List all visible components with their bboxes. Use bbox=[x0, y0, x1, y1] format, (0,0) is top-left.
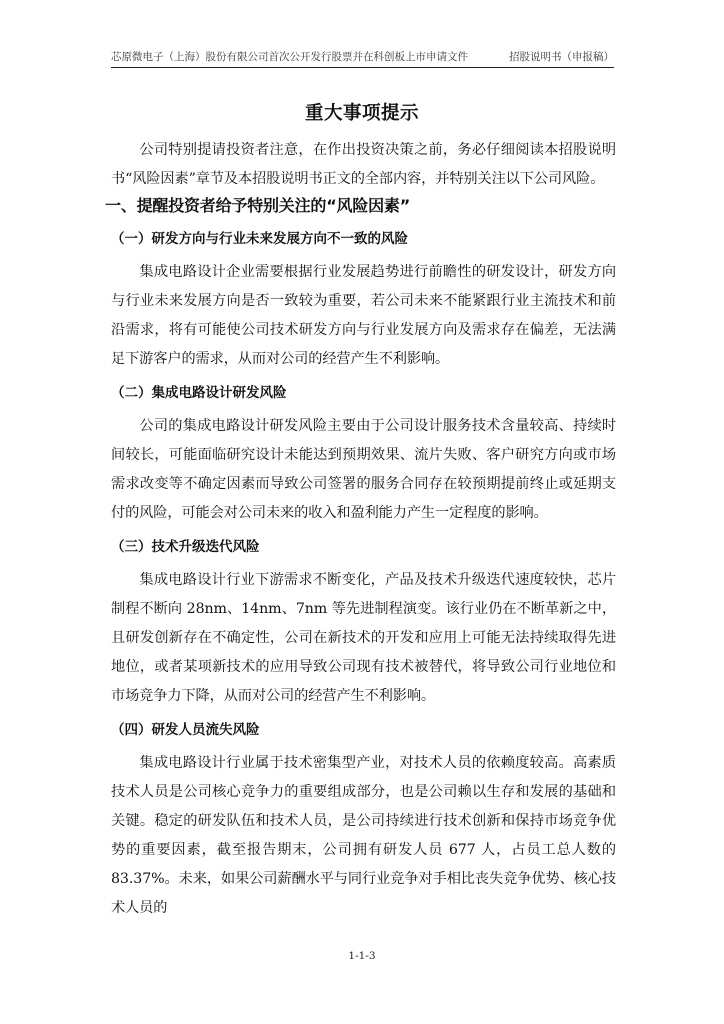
risk-item bbox=[111, 380, 616, 528]
header-doc-type: 招股说明书（申报稿） bbox=[509, 51, 614, 63]
section-heading: 一、提醒投资者给予特别关注的“风险因素” bbox=[105, 196, 411, 215]
main-content bbox=[105, 136, 616, 929]
risk-item bbox=[111, 717, 616, 923]
running-header bbox=[111, 50, 614, 64]
risk-paragraph: 集成电路设计企业需要根据行业发展趋势进行前瞻性的研发设计，研发方向与行业未来发展方向是否一致较为重要，若公司未来不能紧跟行业主流技术和前沿需求，将有可能使公司技术研发方向与行业发展方向及需求存在偏差，无法满足下游客户的需求，从而对公司的经营产生不利影响。 bbox=[111, 264, 616, 367]
risk-paragraph: 集成电路设计行业属于技术密集型产业，对技术人员的依赖度较高。高素质技术人员是公司核心竞争力的重要组成部分，也是公司赖以生存和发展的基础和关键。稳定的研发队伍和技术人员，是公司持续进行技术创新和保持市场竞争优势的重要因素，截至报告期末，公司拥有研发人员 677 人，占员工总人数的 83.37%。未来，如果公司薪酬水平与同行业竞争对手相比丧失竞争优势、核心技术人员的 bbox=[111, 755, 616, 916]
header-company-title: 芯原微电子（上海）股份有限公司首次公开发行股票并在科创板上市申请文件 bbox=[111, 51, 468, 63]
risk-item bbox=[111, 226, 616, 374]
risk-paragraph: 集成电路设计行业下游需求不断变化，产品及技术升级迭代速度较快，芯片制程不断向 28nm、14nm、7nm 等先进制程演变。该行业仍在不断革新之中，且研发创新存在不确定性，公司在新技术的开发和应用上可能无法持续取得先进地位，或者某项新技术的应用导致公司现有技术被替代，将导致公司行业地位和市场竞争力下降，从而对公司的经营产生不利影响。 bbox=[111, 572, 616, 704]
risk-paragraph: 公司的集成电路设计研发风险主要由于公司设计服务技术含量较高、持续时间较长，可能面临研究设计未能达到预期效果、流片失败、客户研究方向或市场需求改变等不确定因素而导致公司签署的服务合同存在较预期提前终止或延期支付的风险，可能会对公司未来的收入和盈利能力产生一定程度的影响。 bbox=[111, 418, 616, 521]
risk-heading: （一）研发方向与行业未来发展方向不一致的风险 bbox=[111, 231, 408, 247]
risk-item bbox=[111, 534, 616, 711]
page-title: 重大事项提示 bbox=[304, 103, 419, 124]
page-number: 1-1-3 bbox=[348, 950, 376, 962]
risk-heading: （三）技术升级迭代风险 bbox=[111, 539, 260, 555]
header-rule bbox=[111, 67, 614, 68]
intro-paragraph: 公司特别提请投资者注意，在作出投资决策之前，务必仔细阅读本招股说明书“风险因素”章节及本招股说明书正文的全部内容，并特别关注以下公司风险。 bbox=[111, 142, 616, 187]
risk-heading: （二）集成电路设计研发风险 bbox=[111, 385, 287, 401]
risk-heading: （四）研发人员流失风险 bbox=[111, 722, 260, 738]
